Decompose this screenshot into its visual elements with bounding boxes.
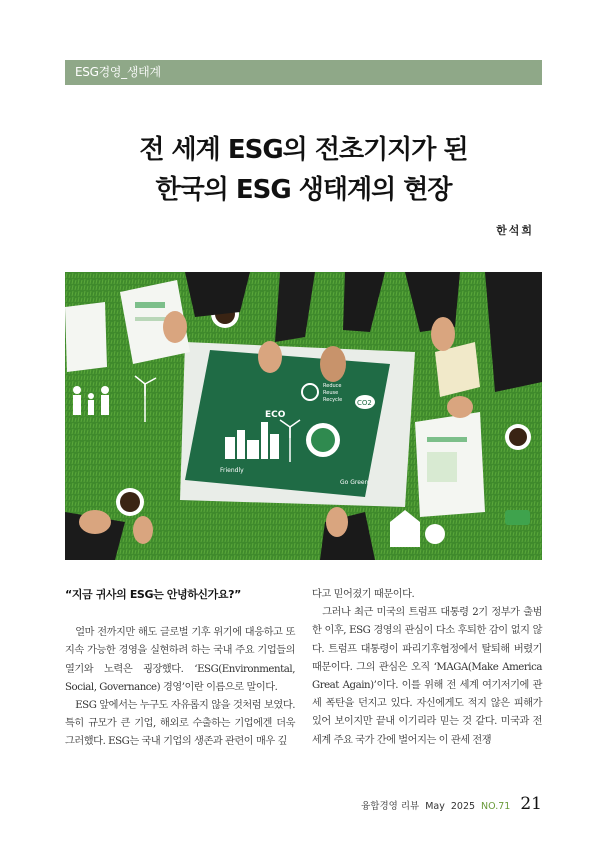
poster-eco-text: ECO — [265, 410, 286, 420]
hand — [431, 317, 455, 351]
green-poster — [185, 350, 390, 497]
body-paragraph: 다고 믿어졌기 때문이다. — [312, 589, 415, 600]
quote-heading: “지금 귀사의 ESG는 안녕하신가요?” — [65, 588, 241, 601]
tree-cutout-icon — [425, 524, 445, 544]
poster-reduce-text: Reduce — [323, 383, 342, 389]
poster-go-green-text: Go Green — [340, 479, 369, 486]
hand — [447, 396, 473, 418]
hand — [163, 311, 187, 343]
hand — [79, 510, 111, 534]
page-footer — [361, 794, 542, 814]
toy-car-icon — [505, 510, 530, 525]
author-name: 한석희 — [496, 224, 534, 237]
poster-co2-text: CO2 — [357, 399, 372, 407]
poster-friendly-text: Friendly — [220, 467, 244, 474]
body-column-left — [65, 586, 295, 752]
title-line-1: 전 세계 ESG의 전초기지가 된 — [139, 135, 468, 165]
magazine-name: 융합경영 리뷰 — [361, 801, 420, 812]
report-paper — [65, 302, 107, 372]
section-label: ESG경영_생태계 — [65, 60, 542, 85]
hand — [326, 507, 348, 537]
page-number: 21 — [520, 794, 542, 814]
body-paragraph: 얼마 전까지만 해도 글로벌 기후 위기에 대응하고 또 지속 가능한 경영을 실현하려 하는 국내 주요 기업들의 열기와 노력은 굉장했다. ‘ESG(Environmental, Social, Governance) 경영’이란 이름으로 말이다. — [65, 627, 295, 693]
body-column-right — [312, 586, 542, 750]
hero-illustration — [65, 272, 542, 560]
hero-photo — [65, 272, 542, 560]
body-paragraph: 그러나 최근 미국의 트럼프 대통령 2기 정부가 출범한 이후, ESG 경영의 관심이 다소 후퇴한 감이 없지 않다. 트럼프 대통령이 파리기후협정에서 탈퇴해 버렸기 때문이다. 그의 관심은 오직 ‘MAGA(Make America Great Again)’이다. 이를 위해 전 세계 여기저기에 관세 폭탄을 던지고 있다. 자신에게도 적지 않은 피해가 있어 보이지만 끝내 이기리라 믿는 것 같다. 미국과 전 세계 주요 국가 간에 벌어지는 이 관세 전쟁 — [312, 607, 542, 746]
body-paragraph: ESG 앞에서는 누구도 자유롭지 않을 것처럼 보였다. 특히 규모가 큰 기업, 해외로 수출하는 기업에겐 더욱 그러했다. ESG는 국내 기업의 생존과 관련이 매우 깊 — [65, 700, 295, 748]
hand — [320, 346, 346, 382]
poster-recycle-text: Recycle — [323, 397, 343, 403]
issue-month: May — [425, 801, 445, 812]
issue-number: NO.71 — [481, 801, 511, 812]
title-line-2: 한국의 ESG 생태계의 현장 — [155, 175, 452, 205]
poster-reuse-text: Reuse — [323, 390, 339, 396]
person-arm — [185, 272, 250, 317]
article-title — [65, 130, 542, 210]
person-arm — [485, 272, 542, 392]
hand — [133, 516, 153, 544]
hand — [258, 341, 282, 373]
issue-year: 2025 — [450, 801, 476, 812]
